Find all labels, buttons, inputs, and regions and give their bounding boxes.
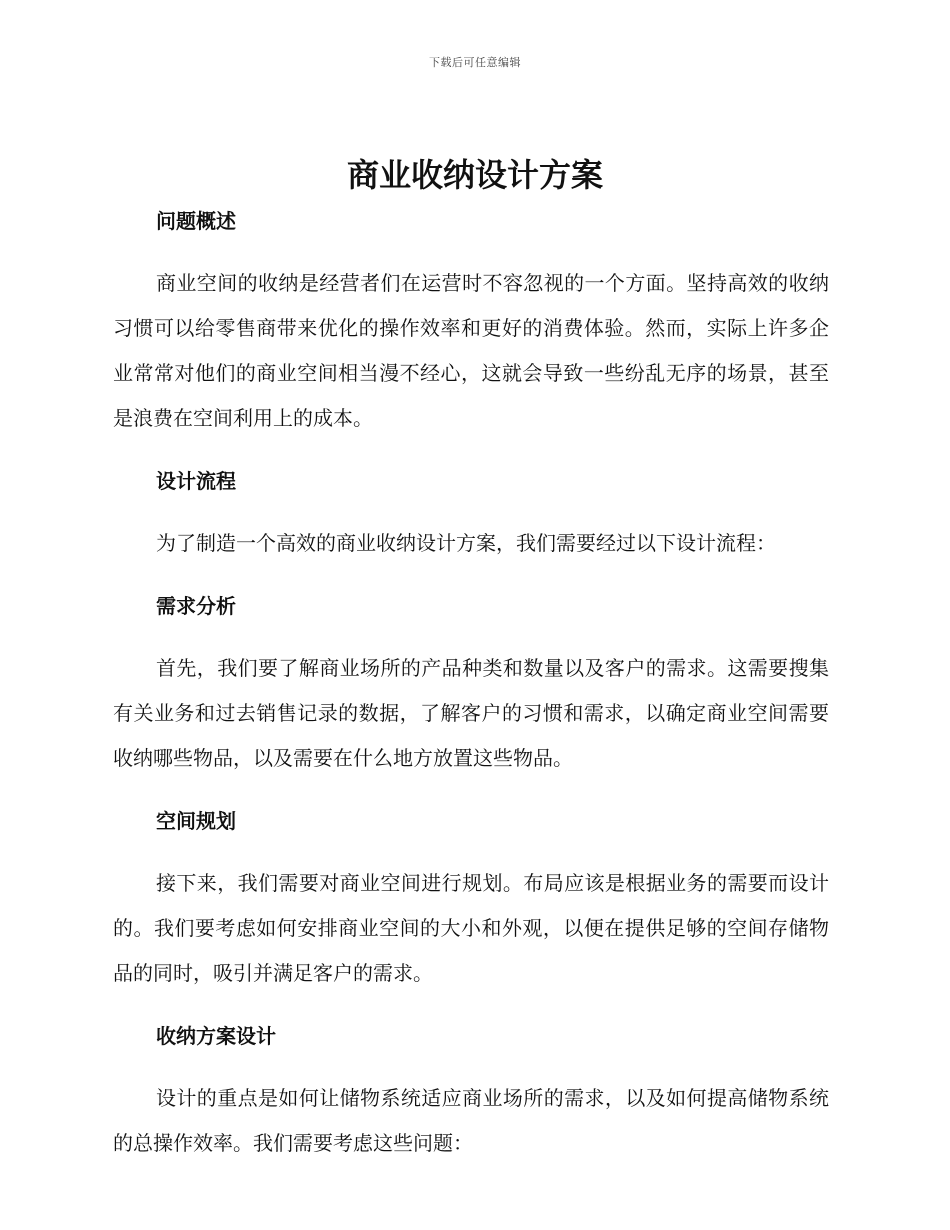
header-note: 下载后可任意编辑 (429, 56, 521, 69)
section-paragraph: 设计的重点是如何让储物系统适应商业场所的需求，以及如何提高储物系统的总操作效率。我们需要考虑这些问题： (113, 1086, 829, 1155)
section-heading: 设计流程 (156, 469, 236, 493)
section-paragraph: 首先，我们要了解商业场所的产品种类和数量以及客户的需求。这需要搜集有关业务和过去销售记录的数据，了解客户的习惯和需求，以确定商业空间需要收纳哪些物品，以及需要在什么地方放置这些物品。 (113, 656, 829, 770)
document-title: 商业收纳设计方案 (346, 156, 603, 194)
section-heading: 问题概述 (156, 209, 236, 233)
section-requirements-analysis (113, 589, 829, 804)
document-body (113, 204, 829, 1166)
section-paragraph: 接下来，我们需要对商业空间进行规划。布局应该是根据业务的需要而设计的。我们要考虑如何安排商业空间的大小和外观，以便在提供足够的空间存储物品的同时，吸引并满足客户的需求。 (113, 871, 829, 985)
section-storage-design (113, 1019, 829, 1166)
section-paragraph: 为了制造一个高效的商业收纳设计方案，我们需要经过以下设计流程： (156, 531, 776, 555)
section-design-process (113, 464, 829, 589)
section-space-planning (113, 804, 829, 1019)
section-paragraph: 商业空间的收纳是经营者们在运营时不容忽视的一个方面。坚持高效的收纳习惯可以给零售商带来优化的操作效率和更好的消费体验。然而，实际上许多企业常常对他们的商业空间相当漫不经心，这就会导致一些纷乱无序的场景，甚至是浪费在空间利用上的成本。 (113, 271, 829, 430)
section-heading: 需求分析 (156, 594, 236, 618)
section-heading: 收纳方案设计 (156, 1024, 276, 1048)
section-problem-overview (113, 204, 829, 464)
section-heading: 空间规划 (156, 809, 236, 833)
